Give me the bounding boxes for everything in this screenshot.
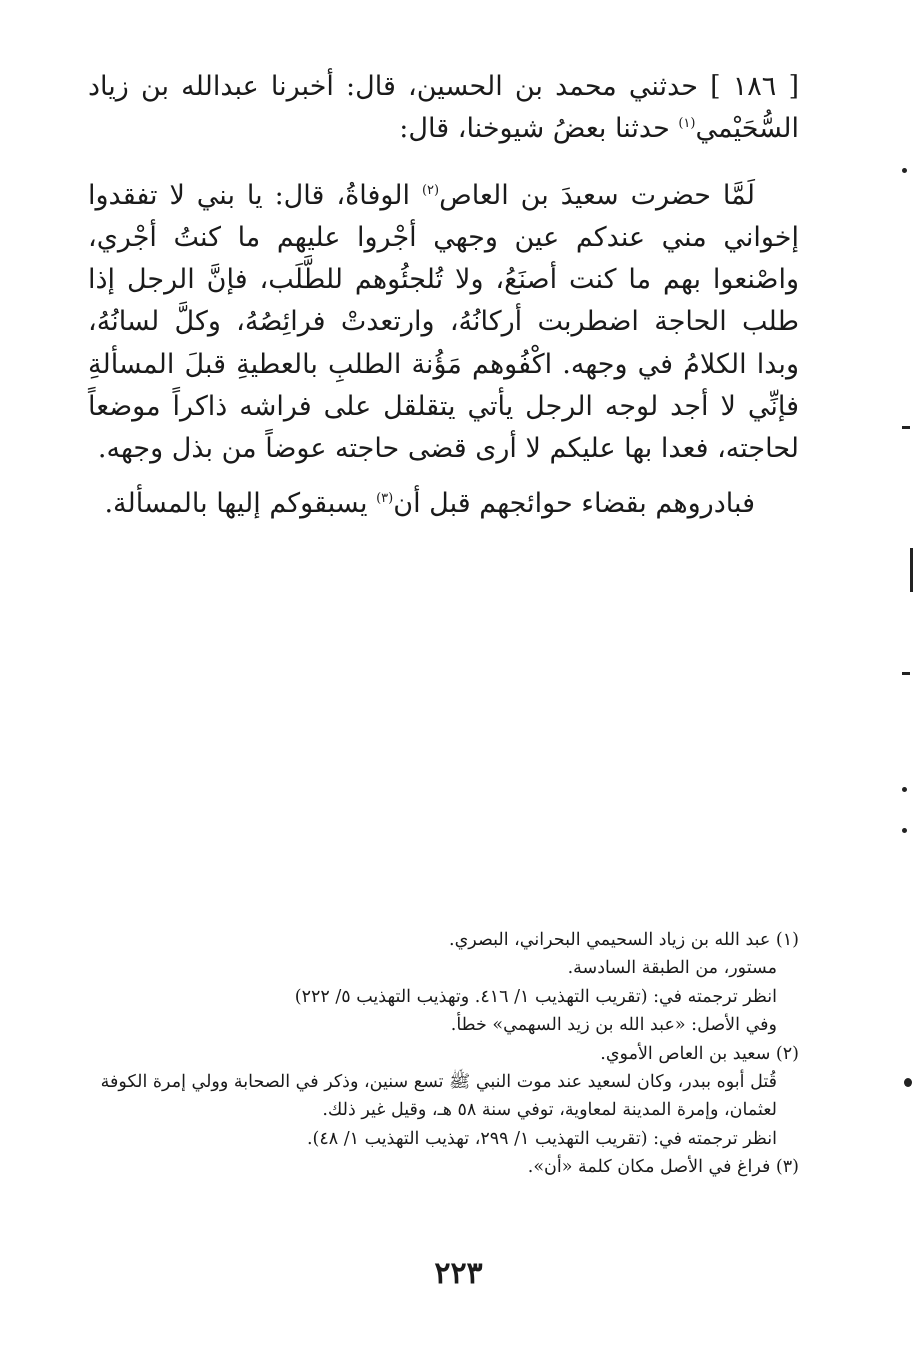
narration-text-end: حدثنا بعضُ شيوخنا، قال:: [399, 113, 679, 145]
footnote-ref-2: (٢): [421, 182, 440, 198]
scan-dot: [902, 828, 907, 833]
footnote-1-correction: وفي الأصل: «عبد الله بن زيد السهمي» خطأ.: [450, 1015, 777, 1036]
scan-bar: [910, 548, 913, 592]
narration-text: [ ١٨٦ ] حدثني محمد بن الحسين، قال: أخبرنا عبدالله بن زياد السُّحَيْمي: [88, 71, 799, 145]
footnote-ref-1: (١): [678, 116, 696, 132]
footnote-1-sources: انظر ترجمته في: (تقريب التهذيب ١/ ٤١٦. وتهذيب التهذيب ٥/ ٢٢٢): [294, 986, 777, 1007]
footnote-2-title: (٢) سعيد بن العاص الأموي.: [600, 1043, 799, 1064]
scan-dash: [902, 426, 910, 429]
footnotes: [96, 926, 799, 1182]
scan-dot: [902, 168, 907, 173]
scan-blot: [904, 1078, 912, 1087]
footnote-1-grade: مستور، من الطبقة السادسة.: [567, 958, 777, 979]
page-number: ٢٢٣: [434, 1256, 483, 1291]
scan-dot: [902, 787, 907, 792]
main-text: [88, 66, 799, 525]
footnote-2-sources: انظر ترجمته في: (تقريب التهذيب ١/ ٢٩٩، تهذيب التهذيب ١/ ٤٨).: [306, 1128, 777, 1149]
body-text-start: لَمَّا حضرت سعيدَ بن العاص: [439, 179, 755, 211]
closing-paragraph: [88, 483, 799, 525]
closing-text-start: فبادروهم بقضاء حوائجهم قبل أن: [393, 487, 755, 519]
body-text: الوفاةُ، قال: يا بني لا تفقدوا إخواني مني عندكم عين وجهي أجْروا عليهم ما كنتُ أجْري، واصْنعوا بهم ما كنت أصنَعُ، ولا تُلجئُوهم للطَّلَب، فإنَّ الرجل إذا طلب الحاجة اضطربت أركانُهُ، وارتعدتْ فرائِصُهُ، وكلَّ لسانُهُ، وبدا الكلامُ في وجهه. اكْفُوهم مَؤُنة الطلبِ بالعطيةِ قبلَ المسألةِ فإنِّي لا أجد لوجه الرجل يأتي يتقلقل على فراشه ذاكراً موضعاً لحاجته، فعدا بها عليكم لا أرى قضى حاجته عوضاً من بذل وجهه.: [88, 179, 799, 465]
scan-dash: [902, 672, 910, 675]
closing-text-end: يسبقوكم إليها بالمسألة.: [104, 487, 377, 519]
footnote-1-title: (١) عبد الله بن زياد السحيمي البحراني، البصري.: [449, 930, 799, 950]
narration-chain: [88, 66, 799, 151]
footnote-ref-3: (٣): [376, 490, 394, 506]
footnote-3: (٣) فراغ في الأصل مكان كلمة «أن».: [527, 1157, 799, 1178]
footnote-2-bio: قُتل أبوه ببدر، وكان لسعيد عند موت النبي ﷺ تسع سنين، وذكر في الصحابة وولي إمرة الكوفة لعثمان، وإمرة المدينة لمعاوية، توفي سنة ٥٨ هـ، وقيل غير ذلك.: [100, 1072, 777, 1121]
body-paragraph: [88, 175, 799, 471]
